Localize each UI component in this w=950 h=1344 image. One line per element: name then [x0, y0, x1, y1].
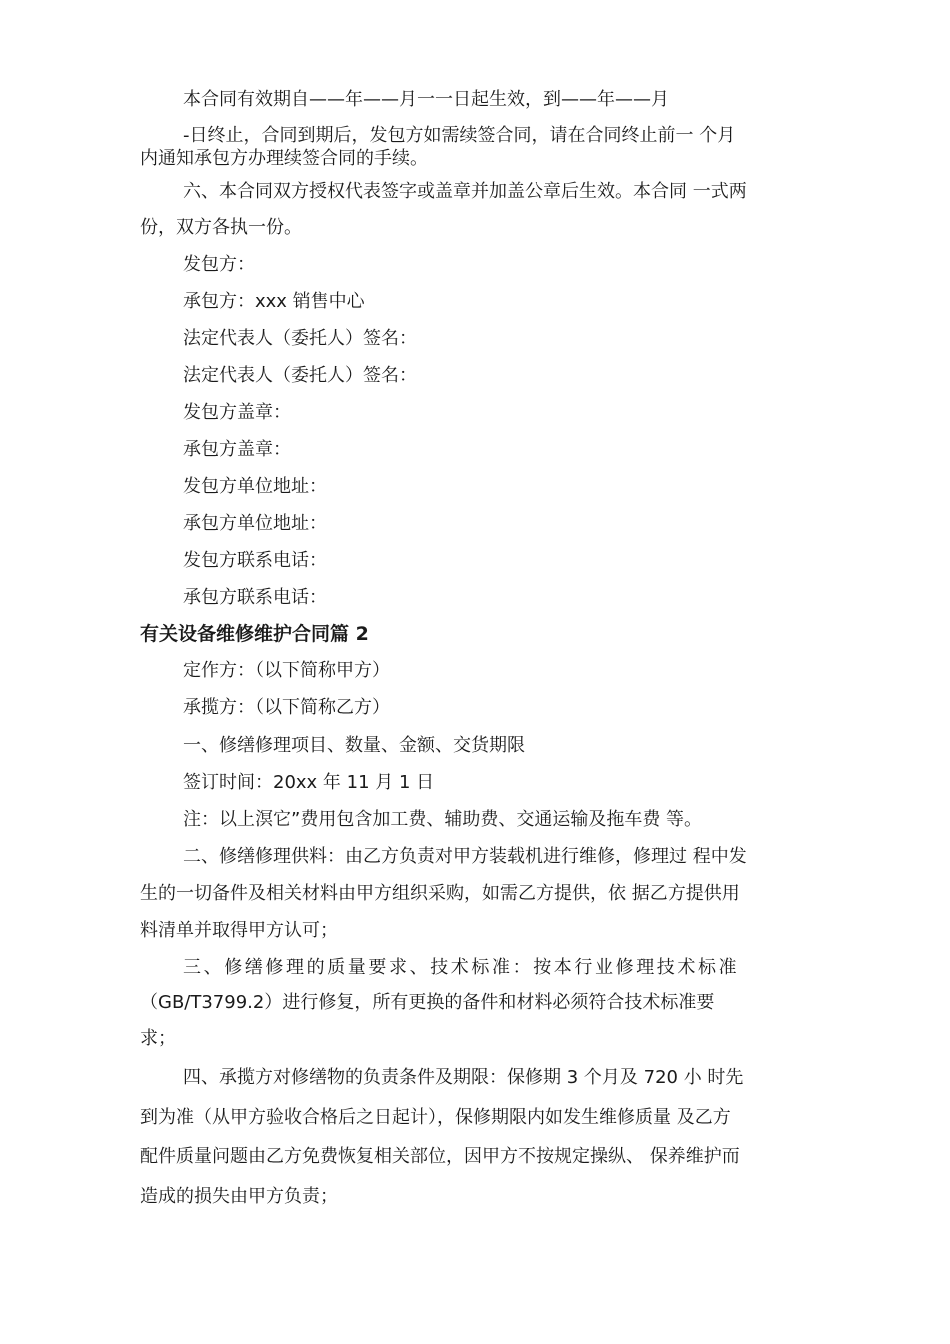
clause-six-line1: 六、本合同双方授权代表签字或盖章并加盖公章后生效。本合同 一式两	[183, 181, 747, 202]
clause-four-line1: 四、承揽方对修缮物的负责条件及期限：保修期 3 个月及 720 小 时先	[183, 1067, 744, 1088]
signature-field-rep-a: 法定代表人（委托人）签名：	[183, 328, 417, 349]
signature-field-phone-a: 发包方联系电话：	[183, 550, 327, 571]
party-contractor: 承揽方：（以下简称乙方）	[183, 697, 390, 718]
note-fees: 注：以上溟它”费用包含加工费、辅助费、交通运输及拖车费 等。	[183, 809, 703, 830]
paragraph-validity-line2: -日终止，合同到期后，发包方如需续签合同，请在合同终止前一 个月	[183, 125, 736, 146]
clause-four-line4: 造成的损失由甲方负责；	[140, 1186, 338, 1207]
paragraph-validity-line3: 内通知承包方办理续签合同的手续。	[140, 148, 428, 169]
paragraph-validity-line1: 本合同有效期自——年——月一一日起生效，到——年——月	[183, 89, 669, 110]
section-heading: 有关设备维修维护合同篇 2	[140, 623, 369, 645]
signature-field-address-b: 承包方单位地址：	[183, 513, 327, 534]
clause-two-line2: 生的一切备件及相关材料由甲方组织采购，如需乙方提供，依 据乙方提供用	[140, 883, 740, 904]
clause-three-line1: 三、修缮修理的质量要求、技术标准：按本行业修理技术标准	[183, 957, 740, 978]
clause-three-line3: 求；	[140, 1028, 176, 1049]
signing-date: 签订时间：20xx 年 11 月 1 日	[183, 772, 435, 793]
clause-four-line3: 配件质量问题由乙方免费恢复相关部位，因甲方不按规定操纵、 保养维护而	[140, 1146, 740, 1167]
signature-field-address-a: 发包方单位地址：	[183, 476, 327, 497]
clause-three-line2: （GB/T3799.2）进行修复，所有更换的备件和材料必须符合技术标准要	[140, 992, 715, 1013]
party-orderer: 定作方：（以下简称甲方）	[183, 660, 390, 681]
signature-field-party-a: 发包方：	[183, 254, 255, 275]
clause-six-line2: 份，双方各执一份。	[140, 217, 302, 238]
clause-one: 一、修缮修理项目、数量、金额、交货期限	[183, 735, 525, 756]
signature-field-phone-b: 承包方联系电话：	[183, 587, 327, 608]
signature-field-party-b: 承包方：xxx 销售中心	[183, 291, 365, 312]
signature-field-seal-b: 承包方盖章：	[183, 439, 291, 460]
signature-field-seal-a: 发包方盖章：	[183, 402, 291, 423]
clause-two-line1: 二、修缮修理供料：由乙方负责对甲方装载机进行维修，修理过 程中发	[183, 846, 747, 867]
clause-four-line2: 到为准（从甲方验收合格后之日起计），保修期限内如发生维修质量 及乙方	[140, 1107, 731, 1128]
signature-field-rep-b: 法定代表人（委托人）签名：	[183, 365, 417, 386]
clause-two-line3: 料清单并取得甲方认可；	[140, 920, 338, 941]
